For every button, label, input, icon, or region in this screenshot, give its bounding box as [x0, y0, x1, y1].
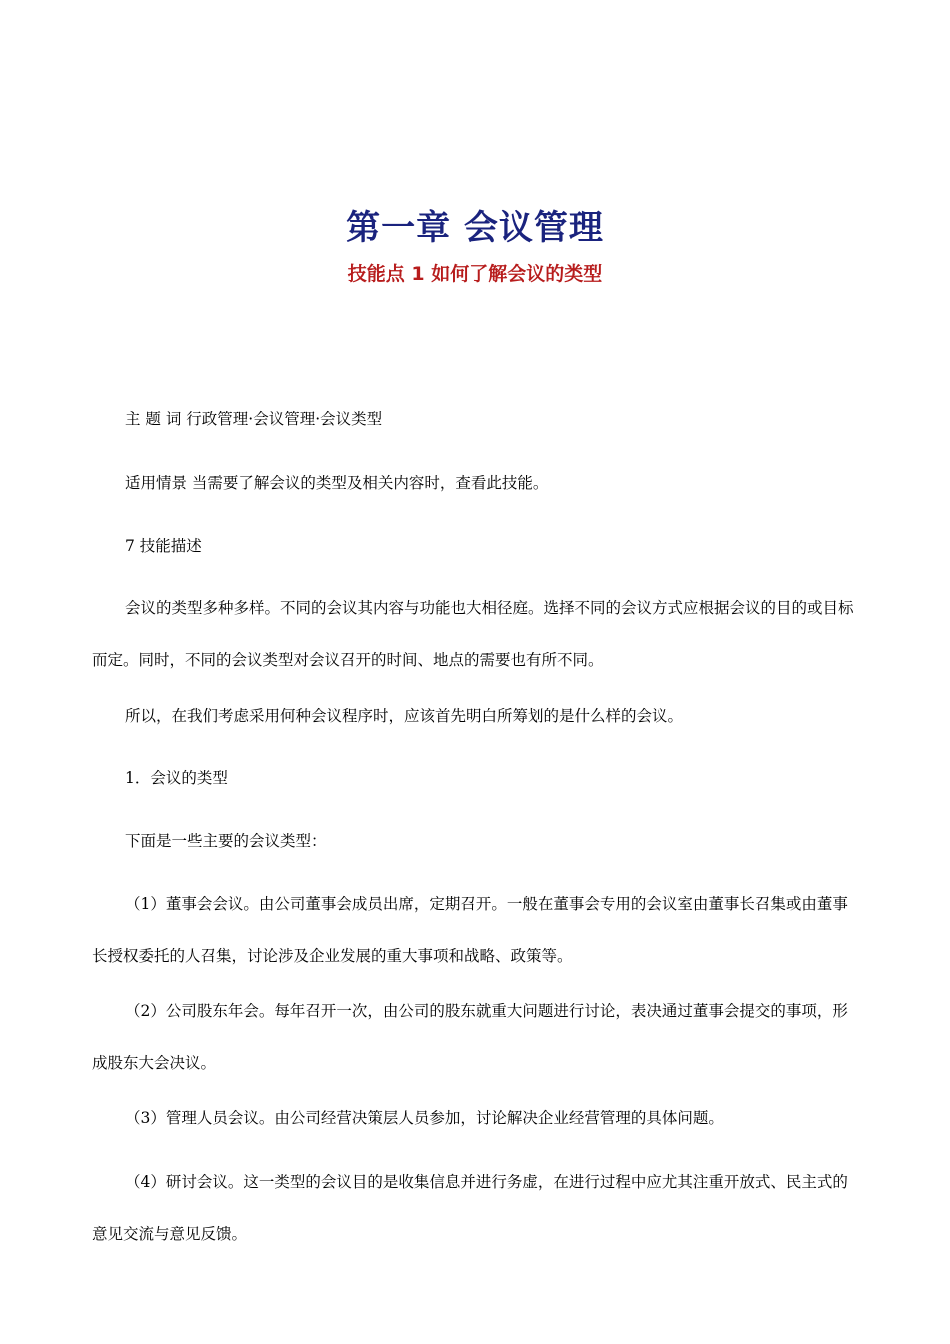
skill-subtitle: 技能点 1 如何了解会议的类型: [347, 263, 603, 285]
keywords-paragraph: 主 题 词 行政管理·会议管理·会议类型: [125, 410, 383, 428]
body-paragraph: 会议的类型多种多样。不同的会议其内容与功能也大相径庭。选择不同的会议方式应根据会议的目的或目标而定。同时，不同的会议类型对会议召开的时间、地点的需要也有所不同。: [92, 599, 854, 669]
list-item: （4）研讨会议。这一类型的会议目的是收集信息并进行务虚，在进行过程中应尤其注重开放式、民主式的意见交流与意见反馈。: [92, 1173, 848, 1243]
scenario-paragraph: 适用情景 当需要了解会议的类型及相关内容时，查看此技能。: [125, 474, 549, 492]
body-paragraph: 下面是一些主要的会议类型：: [125, 832, 327, 850]
skill-description-heading: 7 技能描述: [125, 537, 202, 555]
section-heading: 1．会议的类型: [125, 769, 228, 787]
list-item: （2）公司股东年会。每年召开一次，由公司的股东就重大问题进行讨论，表决通过董事会提交的事项，形成股东大会决议。: [92, 1002, 848, 1072]
list-item: （1）董事会会议。由公司董事会成员出席，定期召开。一般在董事会专用的会议室由董事长召集或由董事长授权委托的人召集，讨论涉及企业发展的重大事项和战略、政策等。: [92, 895, 848, 965]
list-item: （3）管理人员会议。由公司经营决策层人员参加，讨论解决企业经营管理的具体问题。: [125, 1109, 724, 1127]
chapter-title: 第一章 会议管理: [346, 208, 604, 248]
body-paragraph: 所以，在我们考虑采用何种会议程序时，应该首先明白所筹划的是什么样的会议。: [125, 707, 684, 725]
